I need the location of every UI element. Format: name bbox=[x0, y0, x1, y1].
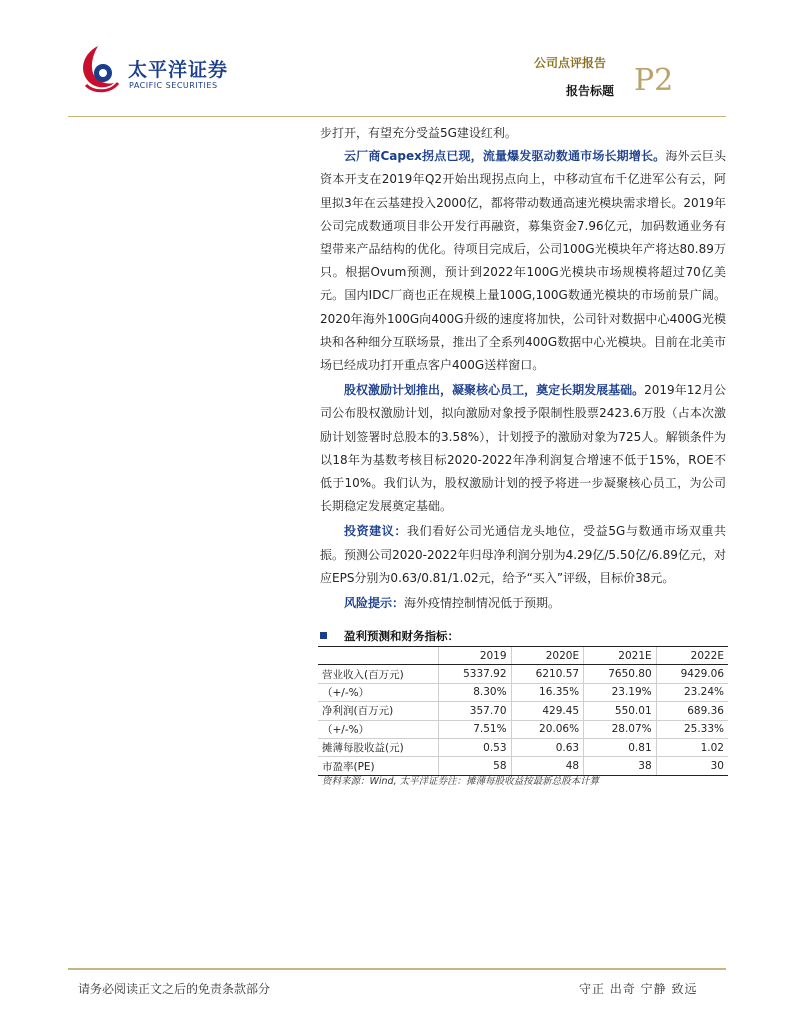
paragraph-intro-tail: 步打开，有望充分受益5G建设红利。 bbox=[320, 126, 517, 140]
table-cell: 8.30% bbox=[439, 683, 512, 701]
logo-text-cn: 太平洋证券 bbox=[128, 59, 229, 81]
paragraph-cloud-capex: 云厂商Capex拐点已现，流量爆发驱动数通市场长期增长。海外云巨头资本开支在2019年Q2开始出现拐点向上，中移动宣布千亿进军公有云，阿里拟3年在云基建投入2000亿，都将带动数通高速光模块需求增长。2019年公司完成数通项目非公开发行再融资，募集资金7.96亿元，加码数通业务有望带来产品结构的优化。待项目完成后，公司100G光模块年产将达80.89万只。根据Ovum预测，预计到2022年100G光模块市场规模将超过70亿美元。国内IDC厂商也正在规模上量100G,100G数通光模块的市场前景广阔。2020年海外100G向400G升级的速度将加快，公司针对数据中心400G光模块和各种细分互联场景，推出了全系列400G数据中心光模块。目前在北美市场已经成功打开重点客户400G送样窗口。 bbox=[320, 149, 726, 373]
table-cell: 357.70 bbox=[439, 702, 512, 720]
paragraph-heading: 风险提示： bbox=[344, 596, 405, 611]
table-title: 盈利预测和财务指标： bbox=[320, 628, 459, 644]
table-cell: 38 bbox=[584, 757, 657, 775]
paragraph-investment-advice: 投资建议：我们看好公司光通信龙头地位，受益5G与数通市场双重共振。预测公司2020-2022年归母净利润分别为4.29亿/5.50亿/6.89亿元，对应EPS分别为0.63/0.81/1.02元，给予“买入”评级，目标价38元。 bbox=[320, 524, 726, 585]
table-header-cell: 2019 bbox=[439, 647, 512, 665]
table-cell: 23.24% bbox=[656, 683, 728, 701]
paragraph-heading: 云厂商Capex拐点已现，流量爆发驱动数通市场长期增长。 bbox=[344, 149, 666, 164]
table-row bbox=[318, 683, 728, 701]
report-title: 报告标题 bbox=[566, 84, 615, 98]
table-header-cell: 2020E bbox=[511, 647, 584, 665]
table-cell: 25.33% bbox=[656, 720, 728, 738]
table-header-cell: 2021E bbox=[584, 647, 657, 665]
footer-divider bbox=[68, 968, 726, 970]
financial-forecast-table bbox=[318, 647, 728, 776]
paragraph-risk: 风险提示：海外疫情控制情况低于预期。 bbox=[344, 596, 561, 611]
paragraph-heading: 投资建议： bbox=[344, 524, 407, 539]
table-cell: 7650.80 bbox=[584, 665, 657, 683]
table-cell: 0.63 bbox=[511, 738, 584, 756]
report-body bbox=[320, 122, 726, 615]
table-row bbox=[318, 738, 728, 756]
table-cell: 0.81 bbox=[584, 738, 657, 756]
table-cell: 9429.06 bbox=[656, 665, 728, 683]
table-row bbox=[318, 720, 728, 738]
table-cell: 48 bbox=[511, 757, 584, 775]
table-cell: 0.53 bbox=[439, 738, 512, 756]
table-header-row bbox=[318, 647, 728, 665]
table-header-cell: 2022E bbox=[656, 647, 728, 665]
row-label: 净利润(百万元) bbox=[318, 702, 439, 720]
table-cell: 1.02 bbox=[656, 738, 728, 756]
table-cell: 689.36 bbox=[656, 702, 728, 720]
row-label: （+/-%） bbox=[318, 720, 439, 738]
company-logo bbox=[76, 43, 229, 93]
header-divider bbox=[68, 116, 726, 117]
table-cell: 23.19% bbox=[584, 683, 657, 701]
paragraph-heading: 股权激励计划推出，凝聚核心员工，奠定长期发展基础。 bbox=[344, 383, 645, 398]
row-label: 市盈率(PE) bbox=[318, 757, 439, 775]
page-number: P2 bbox=[634, 63, 674, 98]
table-header-cell bbox=[318, 647, 439, 665]
row-label: 营业收入(百万元) bbox=[318, 665, 439, 683]
table-cell: 58 bbox=[439, 757, 512, 775]
table-cell: 16.35% bbox=[511, 683, 584, 701]
footer-disclaimer: 请务必阅读正文之后的免责条款部分 bbox=[78, 982, 271, 996]
table-cell: 550.01 bbox=[584, 702, 657, 720]
square-bullet-icon bbox=[320, 632, 327, 639]
table-row bbox=[318, 702, 728, 720]
footer-motto: 守正 出奇 宁静 致远 bbox=[579, 982, 698, 996]
table-cell: 6210.57 bbox=[511, 665, 584, 683]
table-cell: 5337.92 bbox=[439, 665, 512, 683]
table-cell: 429.45 bbox=[511, 702, 584, 720]
table-source-note: 资料来源：Wind, 太平洋证券注：摊薄每股收益按最新总股本计算 bbox=[322, 776, 600, 787]
logo-mark-icon bbox=[76, 43, 122, 93]
table-row bbox=[318, 665, 728, 683]
logo-text-en: PACIFIC SECURITIES bbox=[129, 81, 218, 90]
table-cell: 20.06% bbox=[511, 720, 584, 738]
row-label: （+/-%） bbox=[318, 683, 439, 701]
report-type: 公司点评报告 bbox=[534, 56, 607, 70]
paragraph-equity-incentive: 股权激励计划推出，凝聚核心员工，奠定长期发展基础。2019年12月公司公布股权激励计划，拟向激励对象授予限制性股票2423.6万股（占本次激励计划签署时总股本的3.58%），计划授予的激励对象为725人。解锁条件为以18年为基数考核目标2020-2022年净利润复合增速不低于15%，ROE不低于10%。我们认为，股权激励计划的授予将进一步凝聚核心员工，为公司长期稳定发展奠定基础。 bbox=[320, 383, 726, 514]
table-cell: 7.51% bbox=[439, 720, 512, 738]
row-label: 摊薄每股收益(元) bbox=[318, 738, 439, 756]
table-cell: 30 bbox=[656, 757, 728, 775]
table-cell: 28.07% bbox=[584, 720, 657, 738]
